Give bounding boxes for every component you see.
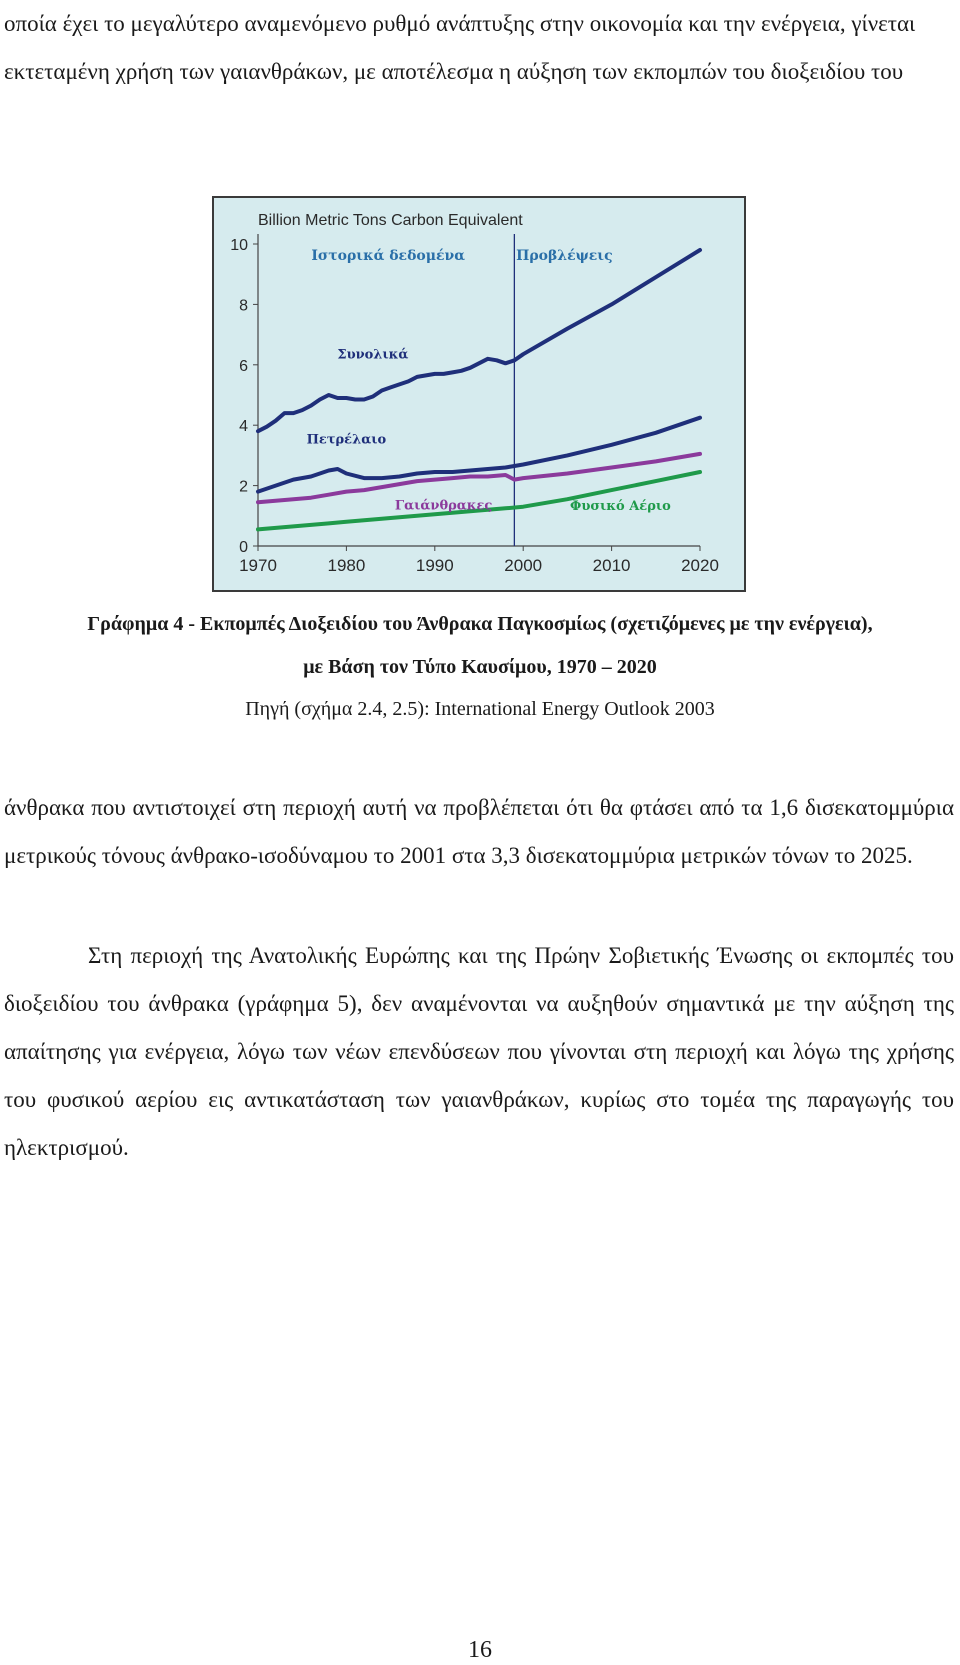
figure-frame [212,196,746,592]
chart-background [214,198,744,590]
x-tick-label: 1980 [327,556,366,575]
y-tick-label: 8 [239,297,248,315]
series-label-oil: Πετρέλαιο [306,432,387,448]
x-tick-label: 2020 [681,556,719,575]
emissions-line-chart [214,198,744,590]
series-label-total: Συνολικά [337,347,409,363]
historical-region-label: Ιστορικά δεδομένα [311,248,465,264]
y-tick-label: 6 [239,357,248,375]
figure-caption-line2: με Βάση τον Τύπο Καυσίμου, 1970 – 2020 [303,656,657,678]
x-tick-label: 1990 [415,556,454,575]
figure-source: Πηγή (σχήμα 2.4, 2.5): International Energy Outlook 2003 [245,698,715,720]
chart-title: Billion Metric Tons Carbon Equivalent [258,212,523,229]
series-label-coal: Γαιάνθρακες [394,498,493,514]
body-paragraph-2: άνθρακα που αντιστοιχεί στη περιοχή αυτή να προβλέπεται ότι θα φτάσει από τα 1,6 δισεκατομμύρια μετρικούς τόνους άνθρακο-ισοδύναμου το 2001 στα 3,3 δισεκατομμύρια μετρικών τόνων το 2025. [4,795,954,868]
projections-region-label: Προβλέψεις [516,248,613,264]
y-tick-label: 10 [230,237,248,254]
x-tick-label: 1970 [239,556,277,575]
figure-caption-line1: Γράφημα 4 - Εκπομπές Διοξειδίου του Άνθρακα Παγκοσμίως (σχετιζόμενες με την ενέργεια), [87,613,873,635]
body-paragraph-3: Στη περιοχή της Ανατολικής Ευρώπης και της Πρώην Σοβιετικής Ένωσης οι εκπομπές του διοξειδίου του άνθρακα (γράφημα 5), δεν αναμένονται να αυξηθούν σημαντικά με την αύξηση της απαίτησης για ενέργεια, λόγω των νέων επενδύσεων που γίνονται στη περιοχή και λόγω της χρήσης του φυσικού αερίου εις αντικατάσταση των γαιανθράκων, κυρίως στο τομέα της παραγωγής του ηλεκτρισμού. [4,943,954,1160]
opening-paragraph: οποία έχει το μεγαλύτερο αναμενόμενο ρυθμό ανάπτυξης στην οικονομία και την ενέργεια, γίνεται εκτεταμένη χρήση των γαιανθράκων, με αποτέλεσμα η αύξηση των εκπομπών του διοξειδίου του [4,11,916,84]
x-tick-label: 2000 [504,556,543,575]
x-tick-label: 2010 [592,556,631,575]
page-number: 16 [468,1637,492,1663]
y-tick-label: 4 [239,418,248,436]
y-tick-label: 2 [239,478,248,496]
series-label-gas: Φυσικό Αέριο [570,499,671,515]
y-tick-label: 0 [239,539,248,556]
